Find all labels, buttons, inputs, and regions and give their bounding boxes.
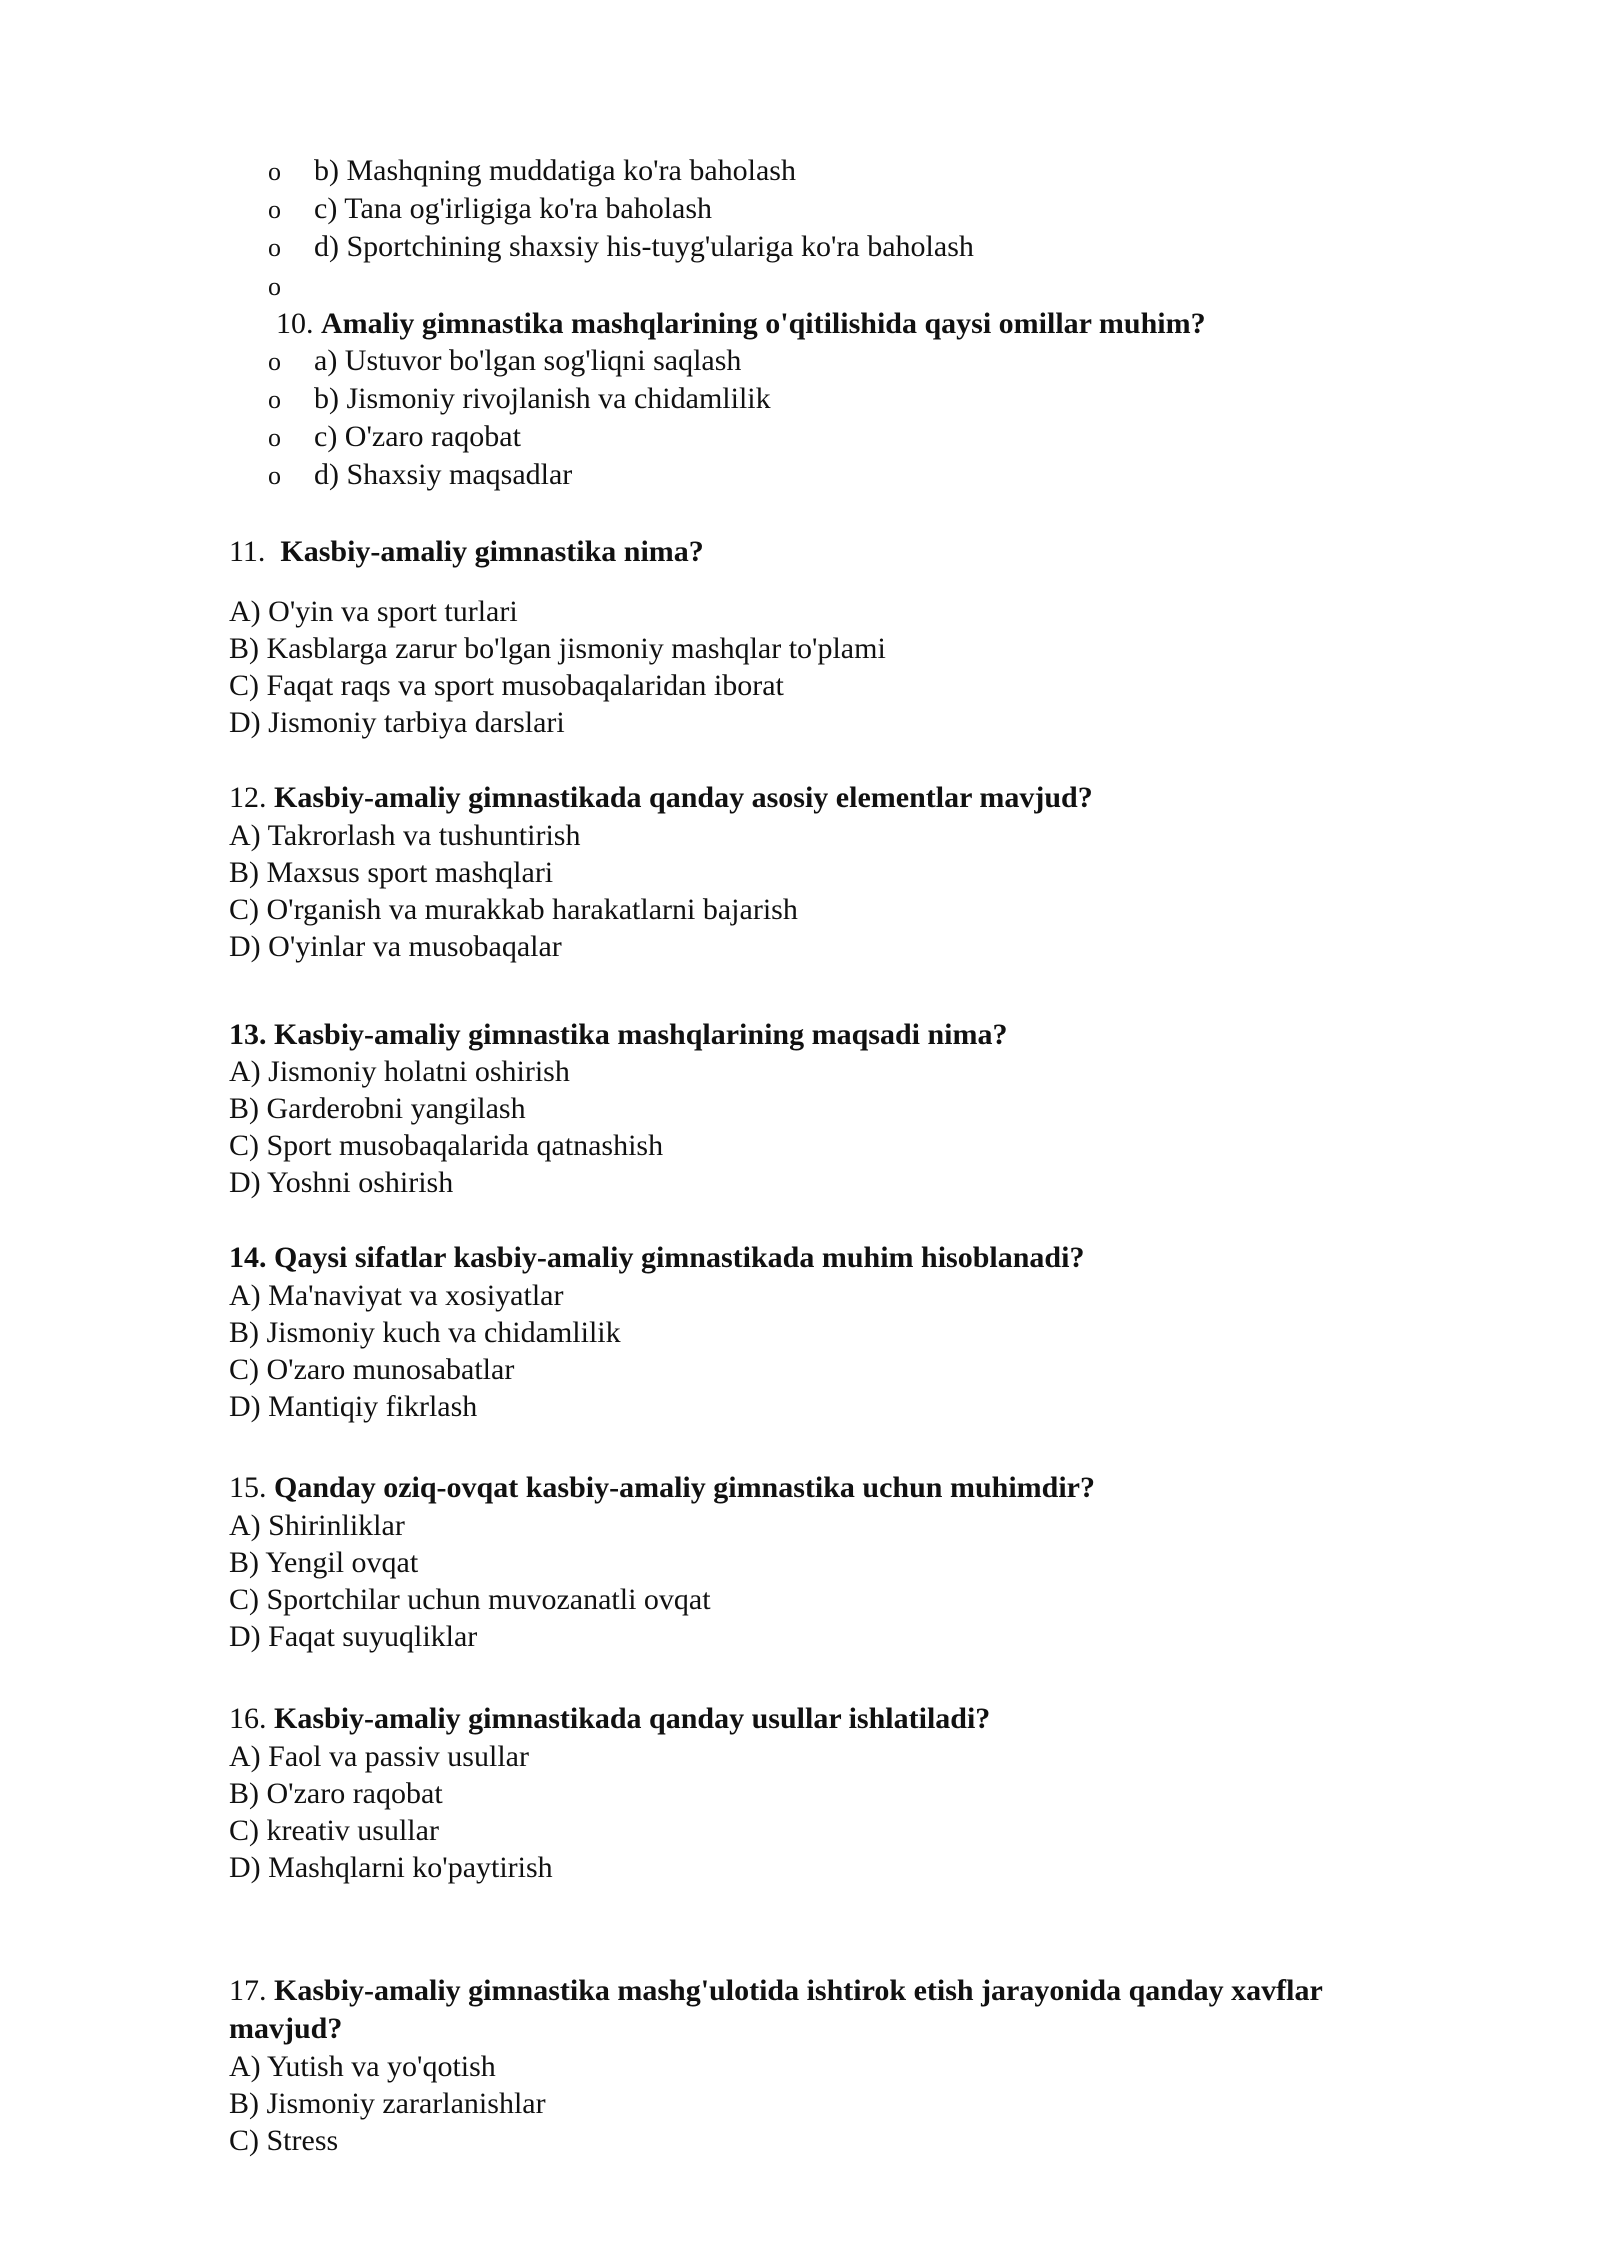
question-heading — [229, 533, 704, 571]
answer-option: D) O'yinlar va musobaqalar — [229, 930, 562, 963]
answer-option: b) Mashqning muddatiga ko'ra baholash — [314, 154, 796, 187]
list-bullet: o — [268, 347, 281, 376]
question-text: Kasbiy-amaliy gimnastika mashqlarining maqsadi nima? — [274, 1018, 1008, 1051]
list-bullet: o — [268, 233, 281, 262]
answer-option: B) Maxsus sport mashqlari — [229, 856, 554, 889]
question-heading — [229, 1239, 1084, 1277]
list-bullet: o — [268, 461, 281, 490]
list-bullet: o — [268, 157, 281, 186]
answer-option: B) Yengil ovqat — [229, 1546, 419, 1579]
list-bullet: o — [268, 385, 281, 414]
answer-option: B) O'zaro raqobat — [229, 1777, 443, 1810]
question-text: Qanday oziq-ovqat kasbiy-amaliy gimnastika uchun muhimdir? — [274, 1471, 1096, 1504]
answer-option: D) Mantiqiy fikrlash — [229, 1390, 478, 1423]
answer-option: D) Yoshni oshirish — [229, 1166, 454, 1199]
question-number: 16. — [229, 1702, 267, 1735]
answer-option: a) Ustuvor bo'lgan sog'liqni saqlash — [314, 344, 742, 377]
answer-option: C) Sport musobaqalarida qatnashish — [229, 1129, 664, 1162]
answer-option: A) O'yin va sport turlari — [229, 595, 518, 628]
list-bullet: o — [268, 272, 281, 301]
question-text: Kasbiy-amaliy gimnastika nima? — [280, 535, 704, 568]
question-number: 15. — [229, 1471, 267, 1504]
answer-option: A) Shirinliklar — [229, 1509, 405, 1542]
answer-option: A) Takrorlash va tushuntirish — [229, 819, 581, 852]
question-heading — [229, 1469, 1095, 1507]
question-text: Kasbiy-amaliy gimnastikada qanday asosiy elementlar mavjud? — [274, 781, 1093, 814]
question-text: Kasbiy-amaliy gimnastikada qanday usullar ishlatiladi? — [274, 1702, 991, 1735]
question-heading — [276, 305, 1206, 343]
answer-option: B) Jismoniy kuch va chidamlilik — [229, 1316, 621, 1349]
answer-option: c) O'zaro raqobat — [314, 420, 521, 453]
answer-option: B) Jismoniy zararlanishlar — [229, 2087, 546, 2120]
answer-option: B) Kasblarga zarur bo'lgan jismoniy mashqlar to'plami — [229, 632, 886, 665]
answer-option: A) Jismoniy holatni oshirish — [229, 1055, 570, 1088]
answer-option: d) Shaxsiy maqsadlar — [314, 458, 573, 491]
question-heading — [229, 1700, 990, 1738]
question-number: 13. — [229, 1018, 267, 1051]
answer-option: c) Tana og'irligiga ko'ra baholash — [314, 192, 713, 225]
question-text: Amaliy gimnastika mashqlarining o'qitilishida qaysi omillar muhim? — [321, 307, 1206, 340]
list-bullet: o — [268, 195, 281, 224]
question-number: 14. — [229, 1241, 267, 1274]
answer-option: B) Garderobni yangilash — [229, 1092, 526, 1125]
answer-option: C) Faqat raqs va sport musobaqalaridan iborat — [229, 669, 784, 702]
answer-option: D) Mashqlarni ko'paytirish — [229, 1851, 553, 1884]
answer-option: D) Faqat suyuqliklar — [229, 1620, 478, 1653]
answer-option: C) Stress — [229, 2124, 339, 2157]
answer-option: A) Yutish va yo'qotish — [229, 2050, 496, 2083]
answer-option: C) O'rganish va murakkab harakatlarni bajarish — [229, 893, 798, 926]
answer-option: A) Ma'naviyat va xosiyatlar — [229, 1279, 564, 1312]
answer-option: C) kreativ usullar — [229, 1814, 439, 1847]
list-bullet: o — [268, 423, 281, 452]
question-heading — [229, 779, 1093, 817]
answer-option: D) Jismoniy tarbiya darslari — [229, 706, 565, 739]
question-number: 17. — [229, 1974, 267, 2007]
question-text: Qaysi sifatlar kasbiy-amaliy gimnastikada muhim hisoblanadi? — [274, 1241, 1085, 1274]
answer-option: A) Faol va passiv usullar — [229, 1740, 529, 1773]
question-heading — [229, 1972, 1429, 2048]
answer-option: C) O'zaro munosabatlar — [229, 1353, 515, 1386]
question-number: 10. — [276, 307, 314, 340]
answer-option: b) Jismoniy rivojlanish va chidamlilik — [314, 382, 771, 415]
answer-option: d) Sportchining shaxsiy his-tuyg'ulariga ko'ra baholash — [314, 230, 974, 263]
answer-option: C) Sportchilar uchun muvozanatli ovqat — [229, 1583, 711, 1616]
question-number: 12. — [229, 781, 267, 814]
question-text: Kasbiy-amaliy gimnastika mashg'ulotida ishtirok etish jarayonida qanday xavflar mavjud? — [229, 1974, 1323, 2045]
question-heading — [229, 1016, 1007, 1054]
question-number: 11. — [229, 535, 266, 568]
